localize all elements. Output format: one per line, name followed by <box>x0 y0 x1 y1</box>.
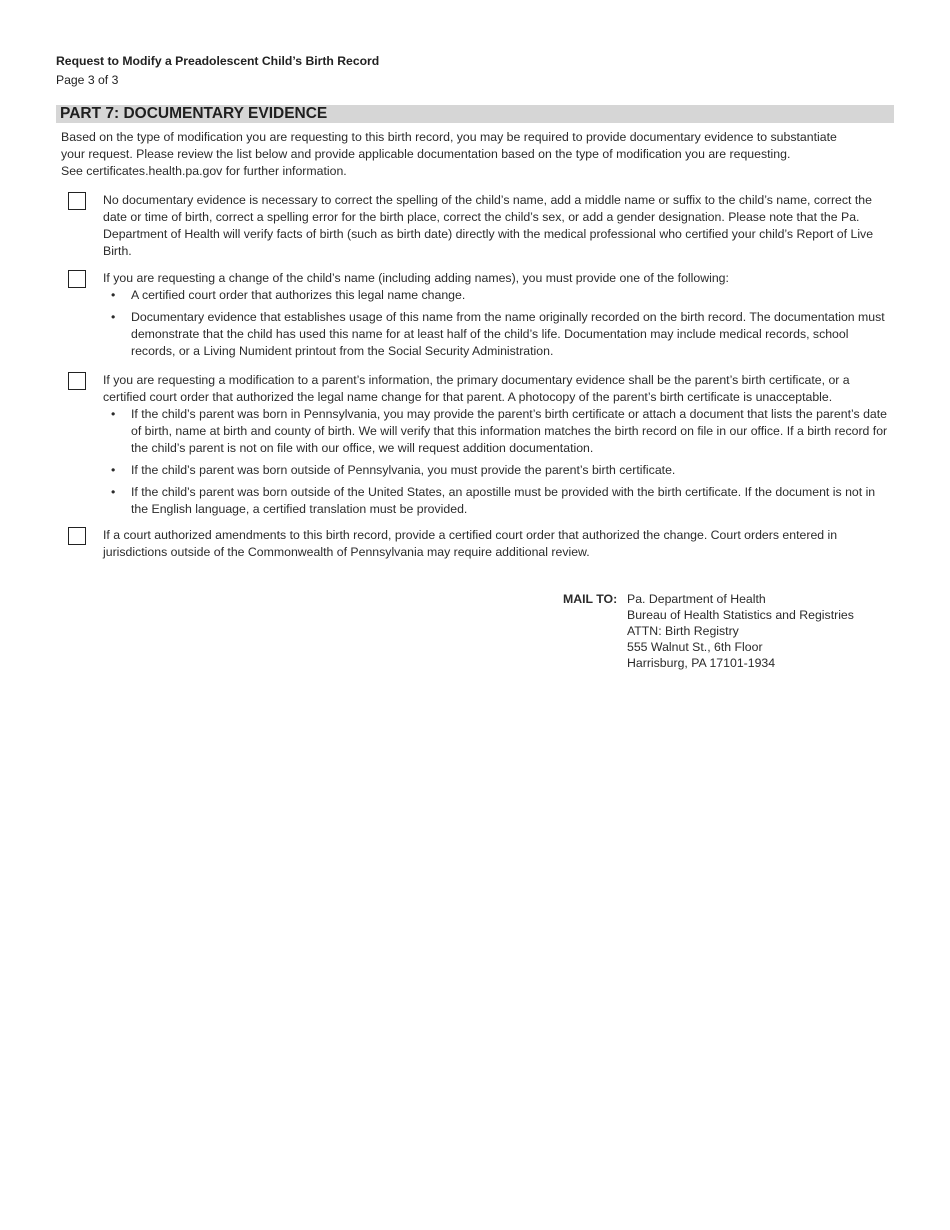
option-description: If you are requesting a change of the child’s name (including adding names), you must provide one of the following: <box>103 271 729 285</box>
checkbox-name-change[interactable] <box>68 270 86 288</box>
bullet-item: • If the child’s parent was born outside of the United States, an apostille must be provided with the birth certificate. If the document is not in the English language, a certified translation must be provided. <box>103 484 893 518</box>
address-line: 555 Walnut St., 6th Floor <box>627 640 763 654</box>
checkbox-court-order[interactable] <box>68 527 86 545</box>
mail-to-label: MAIL TO: <box>563 592 618 606</box>
option-bullet-list <box>103 287 893 360</box>
option-text <box>103 372 893 518</box>
intro-line: See certificates.health.pa.gov for further information. <box>61 164 347 178</box>
bullet-item: • A certified court order that authorizes this legal name change. <box>103 287 893 304</box>
option-text <box>103 527 893 561</box>
intro-line: Based on the type of modification you are requesting to this birth record, you may be required to provide documentary evidence to substantiate <box>61 130 837 144</box>
option-description: No documentary evidence is necessary to correct the spelling of the child’s name, add a middle name or suffix to the child’s name, correct the date or time of birth, correct a spelling error for the birth place, correct the child’s sex, or add a gender designation. Please note that the Pa. Department of Health will verify facts of birth (such as birth date) directly with the medical professional who certified your child’s Report of Live Birth. <box>103 193 874 258</box>
option-bullet-list <box>103 406 893 518</box>
page-number: Page 3 of 3 <box>56 73 119 87</box>
address-line: ATTN: Birth Registry <box>627 624 739 638</box>
form-title: Request to Modify a Preadolescent Child’s Birth Record <box>56 54 380 68</box>
section-header <box>56 105 894 123</box>
bullet-item: • If the child’s parent was born outside of Pennsylvania, you must provide the parent’s birth certificate. <box>103 462 893 479</box>
option-text <box>103 270 893 360</box>
section-intro <box>61 129 891 180</box>
address-line: Bureau of Health Statistics and Registries <box>627 608 854 622</box>
address-line: Harrisburg, PA 17101-1934 <box>627 656 776 670</box>
bullet-item: • Documentary evidence that establishes usage of this name from the name originally recorded on the birth record. The documentation must demonstrate that the child has used this name for at least half of the child’s life. Documentation may include medical records, school records, or a Living Numident printout from the Social Security Administration. <box>103 309 893 360</box>
option-description: If you are requesting a modification to a parent’s information, the primary documentary evidence shall be the parent’s birth certificate, or a certified court order that authorized the legal name change for that parent. A photocopy of the parent’s birth certificate is unacceptable. <box>103 373 850 404</box>
option-text <box>103 192 893 260</box>
mail-address-lines <box>627 591 854 671</box>
checkbox-parent-info[interactable] <box>68 372 86 390</box>
address-line: Pa. Department of Health <box>627 592 766 606</box>
option-description: If a court authorized amendments to this birth record, provide a certified court order that authorized the change. Court orders entered in jurisdictions outside of the Commonwealth of Pennsylvania may require additional review. <box>103 528 838 559</box>
section-title: PART 7: DOCUMENTARY EVIDENCE <box>60 105 328 122</box>
checkbox-no-evidence[interactable] <box>68 192 86 210</box>
intro-line: your request. Please review the list below and provide applicable documentation based on the type of modification you are requesting. <box>61 147 791 161</box>
bullet-item: • If the child’s parent was born in Pennsylvania, you may provide the parent’s birth certificate or attach a document that lists the parent’s date of birth, name at birth and county of birth. We will verify that this information matches the birth record on file in our office. If a birth record for the child’s parent is not on file with our office, we will request addition documentation. <box>103 406 893 457</box>
